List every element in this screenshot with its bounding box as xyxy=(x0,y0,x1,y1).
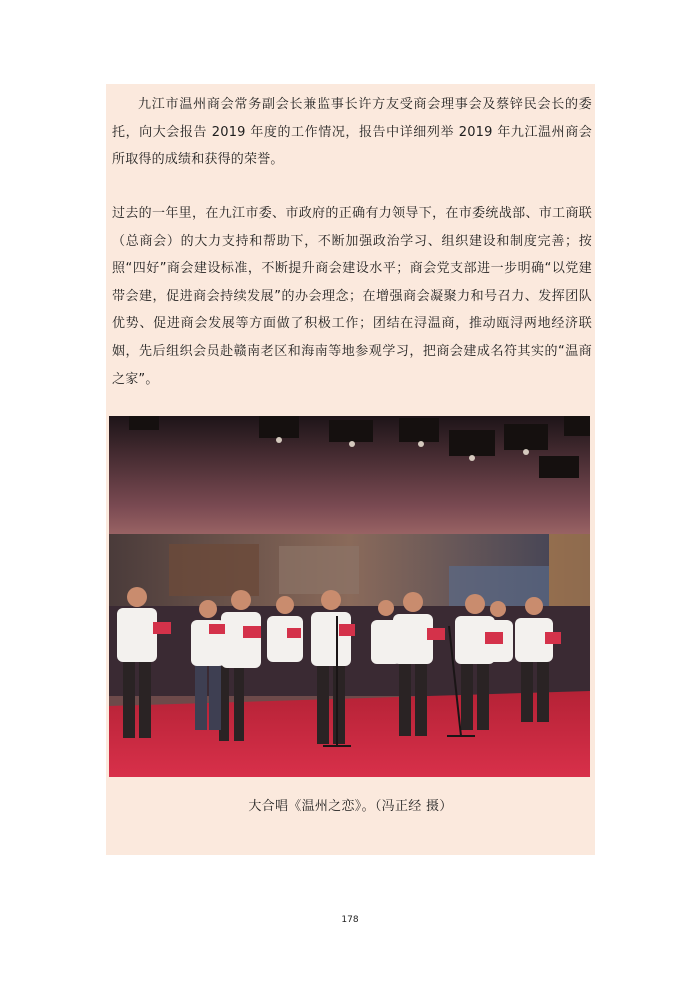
stage-carpet xyxy=(109,691,590,777)
paragraph-past-year: 过去的一年里，在九江市委、市政府的正确有力领导下，在市委统战部、市工商联（总商会）的大力支持和帮助下，不断加强政治学习、组织建设和制度完善；按照“四好”商会建设标准，不断提升商会建设水平；商会党支部进一步明确“以党建带会建，促进商会持续发展”的办会理念；在增强商会凝聚力和号召力、发挥团队优势、促进商会发展等方面做了积极工作；团结在浔温商，推动瓯浔两地经济联姻，先后组织会员赴赣南老区和海南等地参观学习，把商会建成名符其实的“温商之家”。 xyxy=(112,206,592,387)
page-number: 178 xyxy=(341,915,359,925)
paragraph-report: 九江市温州商会常务副会长兼监事长许方友受商会理事会及蔡锌民会长的委托，向大会报告 2019 年度的工作情况，报告中详细列举 2019 年九江温州商会所取得的成绩和获得的荣誉。 xyxy=(112,97,592,168)
choir-photo xyxy=(109,416,590,777)
photo-caption: 大合唱《温州之恋》。（冯正经 摄） xyxy=(248,799,453,814)
